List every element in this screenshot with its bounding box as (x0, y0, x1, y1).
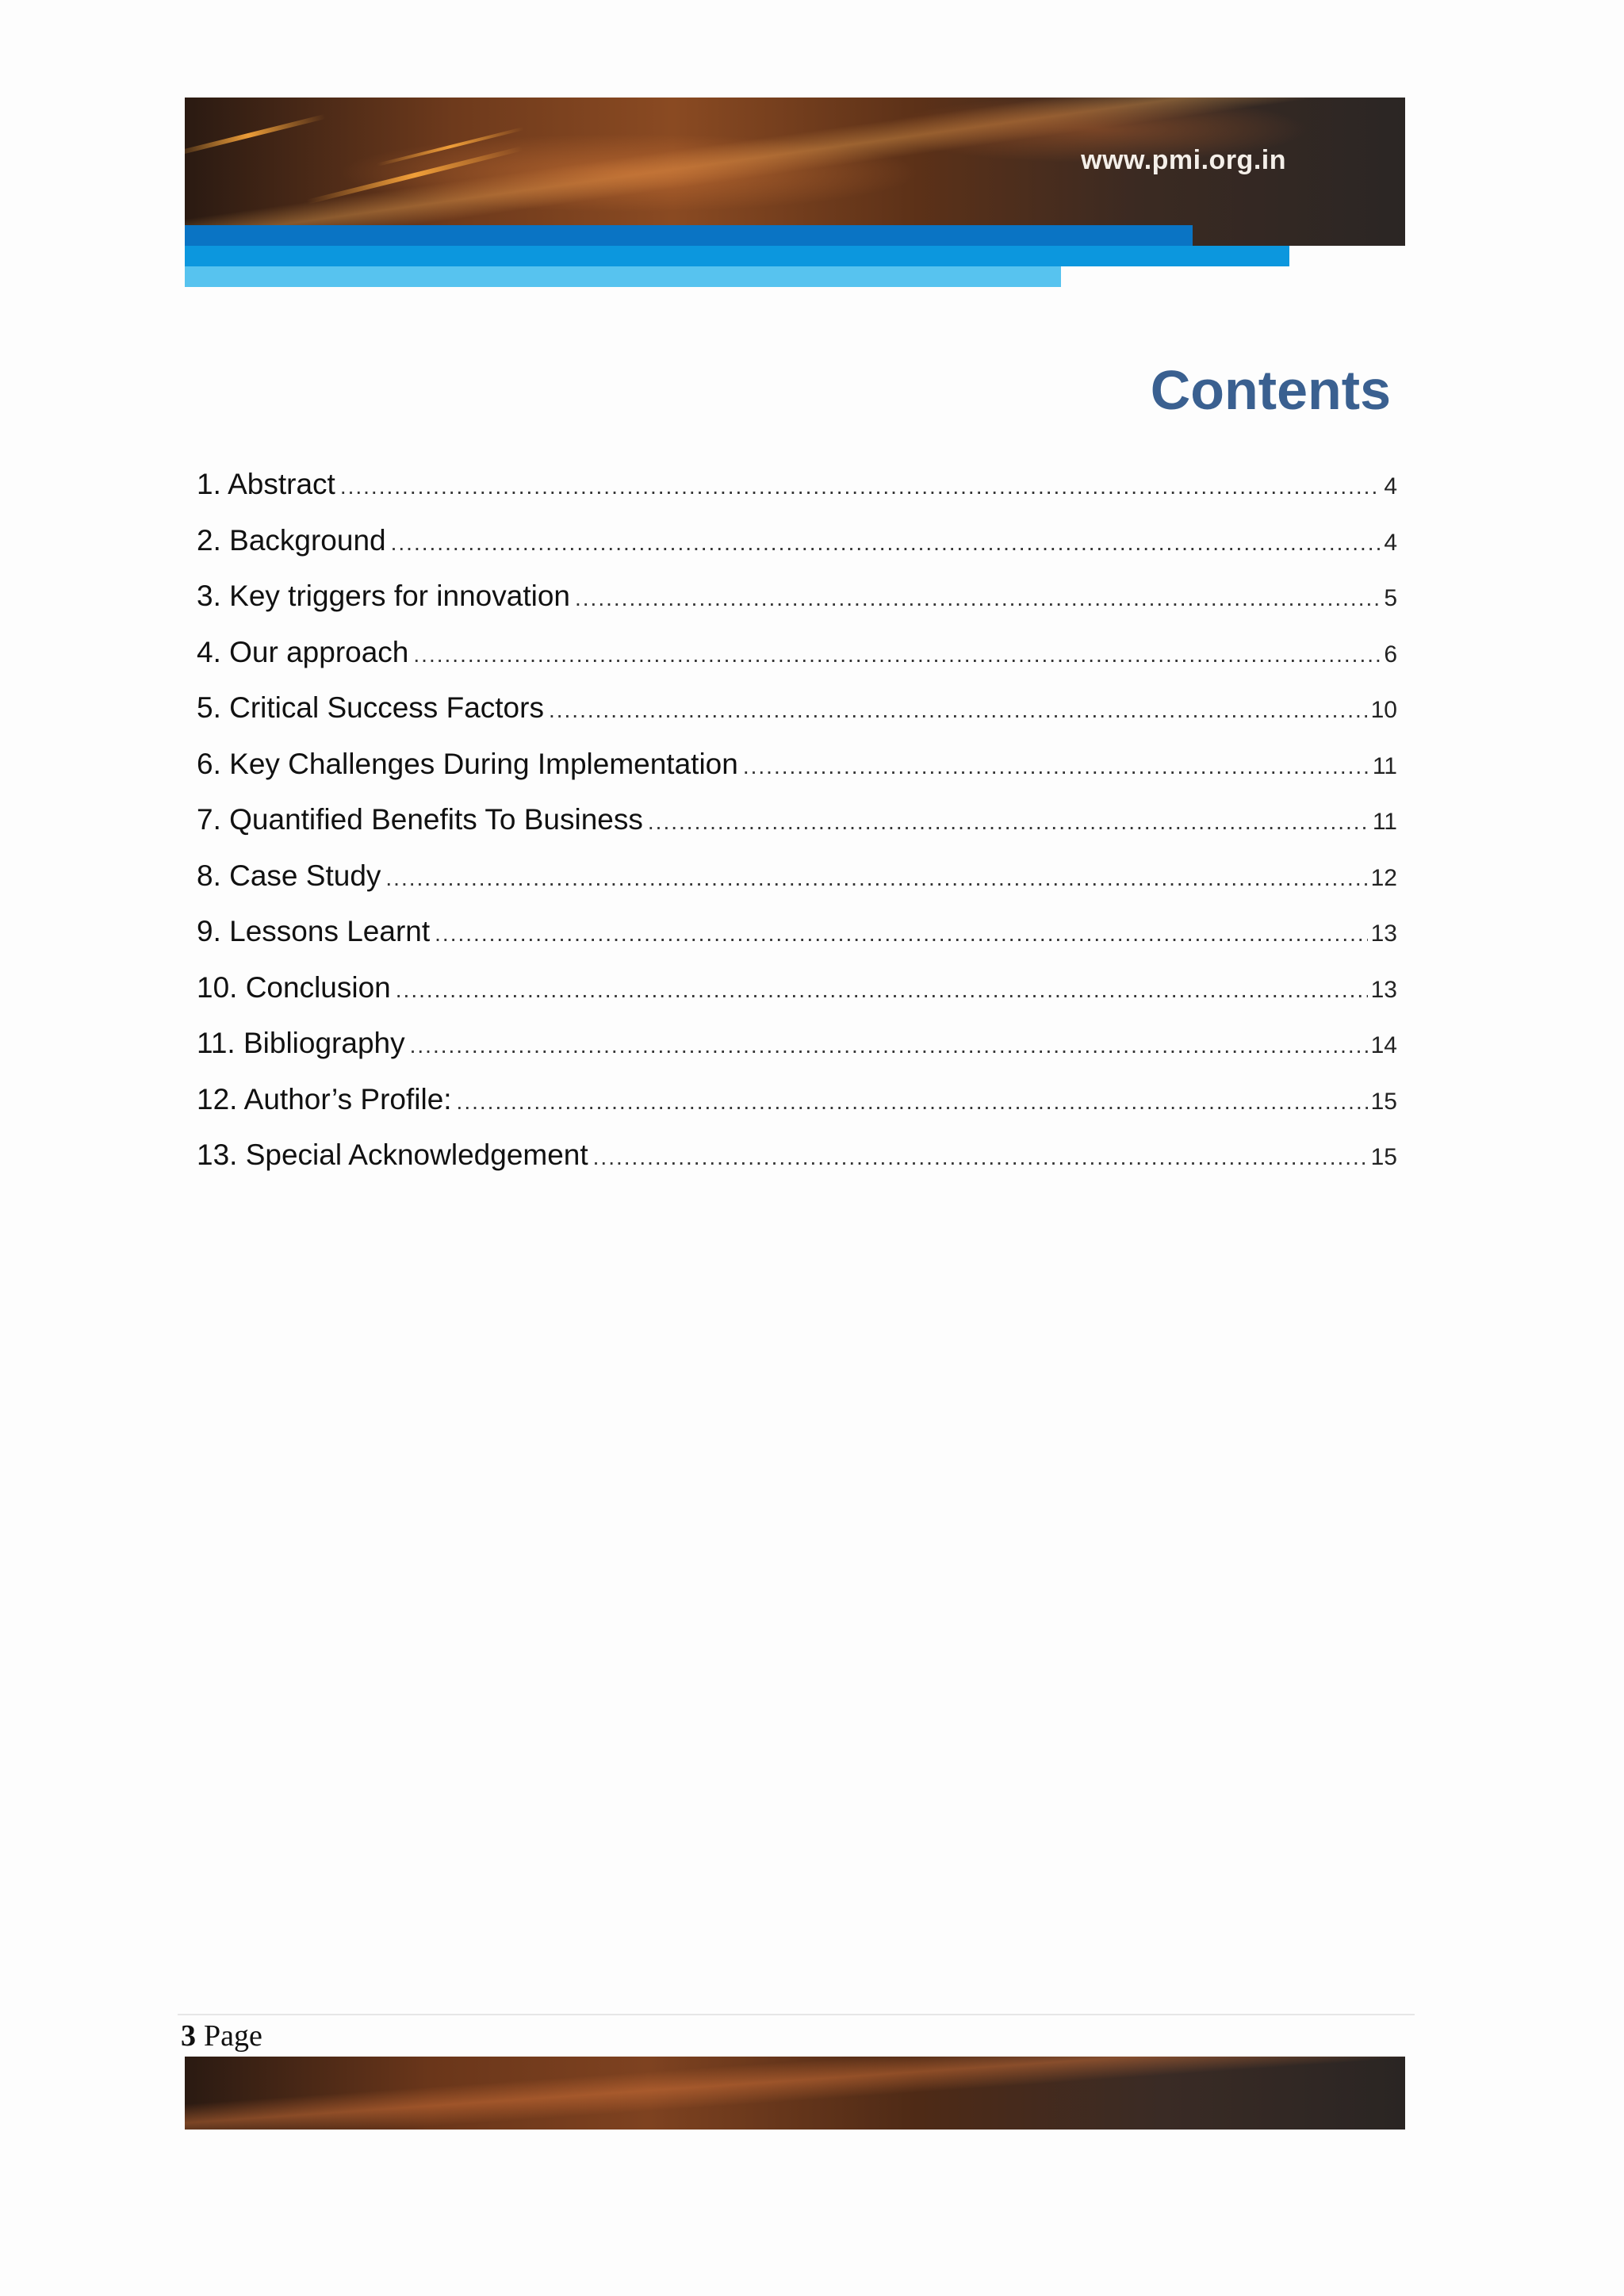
toc-entry-page: 13 (1370, 920, 1397, 947)
toc-entry-label: 13. Special Acknowledgement (197, 1138, 588, 1171)
toc-entry[interactable] (197, 859, 1397, 916)
toc-entry-page: 10 (1370, 697, 1397, 723)
header-url: www.pmi.org.in (1081, 145, 1286, 175)
toc-entry[interactable] (197, 748, 1397, 804)
toc-entry[interactable] (197, 915, 1397, 971)
toc-entry-label: 7. Quantified Benefits To Business (197, 803, 643, 836)
toc-dot-leader (648, 809, 1369, 835)
table-of-contents (197, 468, 1397, 1195)
toc-entry-label: 6. Key Challenges During Implementation (197, 747, 738, 780)
toc-entry-label: 5. Critical Success Factors (197, 691, 544, 724)
page-title: Contents (1150, 359, 1391, 421)
footer-page-number: 3 (181, 2019, 196, 2053)
toc-entry[interactable] (197, 1027, 1397, 1083)
toc-entry-label: 1. Abstract (197, 468, 335, 500)
toc-entry-page: 4 (1384, 529, 1397, 556)
toc-dot-leader (385, 866, 1367, 891)
toc-entry-page: 12 (1370, 864, 1397, 891)
toc-entry-label: 3. Key triggers for innovation (197, 580, 570, 612)
toc-entry-label: 10. Conclusion (197, 970, 391, 1004)
toc-dot-leader (457, 1089, 1368, 1115)
toc-entry-label: 4. Our approach (197, 635, 409, 668)
toc-entry-page: 5 (1384, 585, 1397, 611)
toc-entry-page: 15 (1370, 1088, 1397, 1115)
header-banner (185, 98, 1405, 246)
header-stripe-mid (185, 246, 1289, 266)
toc-entry[interactable] (197, 1083, 1397, 1139)
toc-entry-page: 11 (1372, 752, 1397, 779)
toc-entry-page: 11 (1372, 809, 1397, 835)
toc-dot-leader (575, 586, 1381, 611)
toc-entry[interactable] (197, 803, 1397, 859)
header-light-streak (377, 127, 523, 166)
header-stripe-dark (185, 225, 1193, 246)
toc-entry-page: 15 (1370, 1144, 1397, 1170)
toc-entry-page: 6 (1384, 641, 1397, 668)
toc-dot-leader (410, 1033, 1368, 1058)
header-light-streak (185, 114, 326, 157)
toc-entry-label: 11. Bibliography (197, 1027, 405, 1059)
toc-entry-label: 12. Author’s Profile: (197, 1082, 452, 1115)
toc-entry-label: 8. Case Study (197, 859, 381, 892)
toc-entry-label: 2. Background (197, 523, 386, 557)
footer-banner (185, 2057, 1405, 2130)
toc-entry[interactable] (197, 971, 1397, 1027)
toc-dot-leader (435, 921, 1367, 947)
toc-entry-page: 13 (1370, 976, 1397, 1003)
toc-entry[interactable] (197, 468, 1397, 524)
toc-entry-page: 14 (1370, 1032, 1397, 1058)
toc-entry-label: 9. Lessons Learnt (197, 915, 431, 947)
footer-divider (178, 2014, 1415, 2015)
toc-dot-leader (340, 474, 1381, 499)
toc-entry[interactable] (197, 636, 1397, 692)
footer-page-indicator (181, 2019, 262, 2053)
toc-dot-leader (413, 642, 1381, 668)
toc-dot-leader (593, 1145, 1368, 1170)
header-stripe-light (185, 266, 1061, 287)
toc-entry[interactable] (197, 1138, 1397, 1195)
footer-page-word: Page (204, 2019, 262, 2053)
toc-dot-leader (743, 754, 1369, 779)
toc-dot-leader (391, 530, 1381, 556)
toc-dot-leader (396, 978, 1368, 1003)
toc-entry[interactable] (197, 580, 1397, 636)
toc-entry[interactable] (197, 691, 1397, 748)
toc-entry[interactable] (197, 524, 1397, 580)
toc-entry-page: 4 (1384, 473, 1397, 499)
toc-dot-leader (549, 698, 1368, 723)
